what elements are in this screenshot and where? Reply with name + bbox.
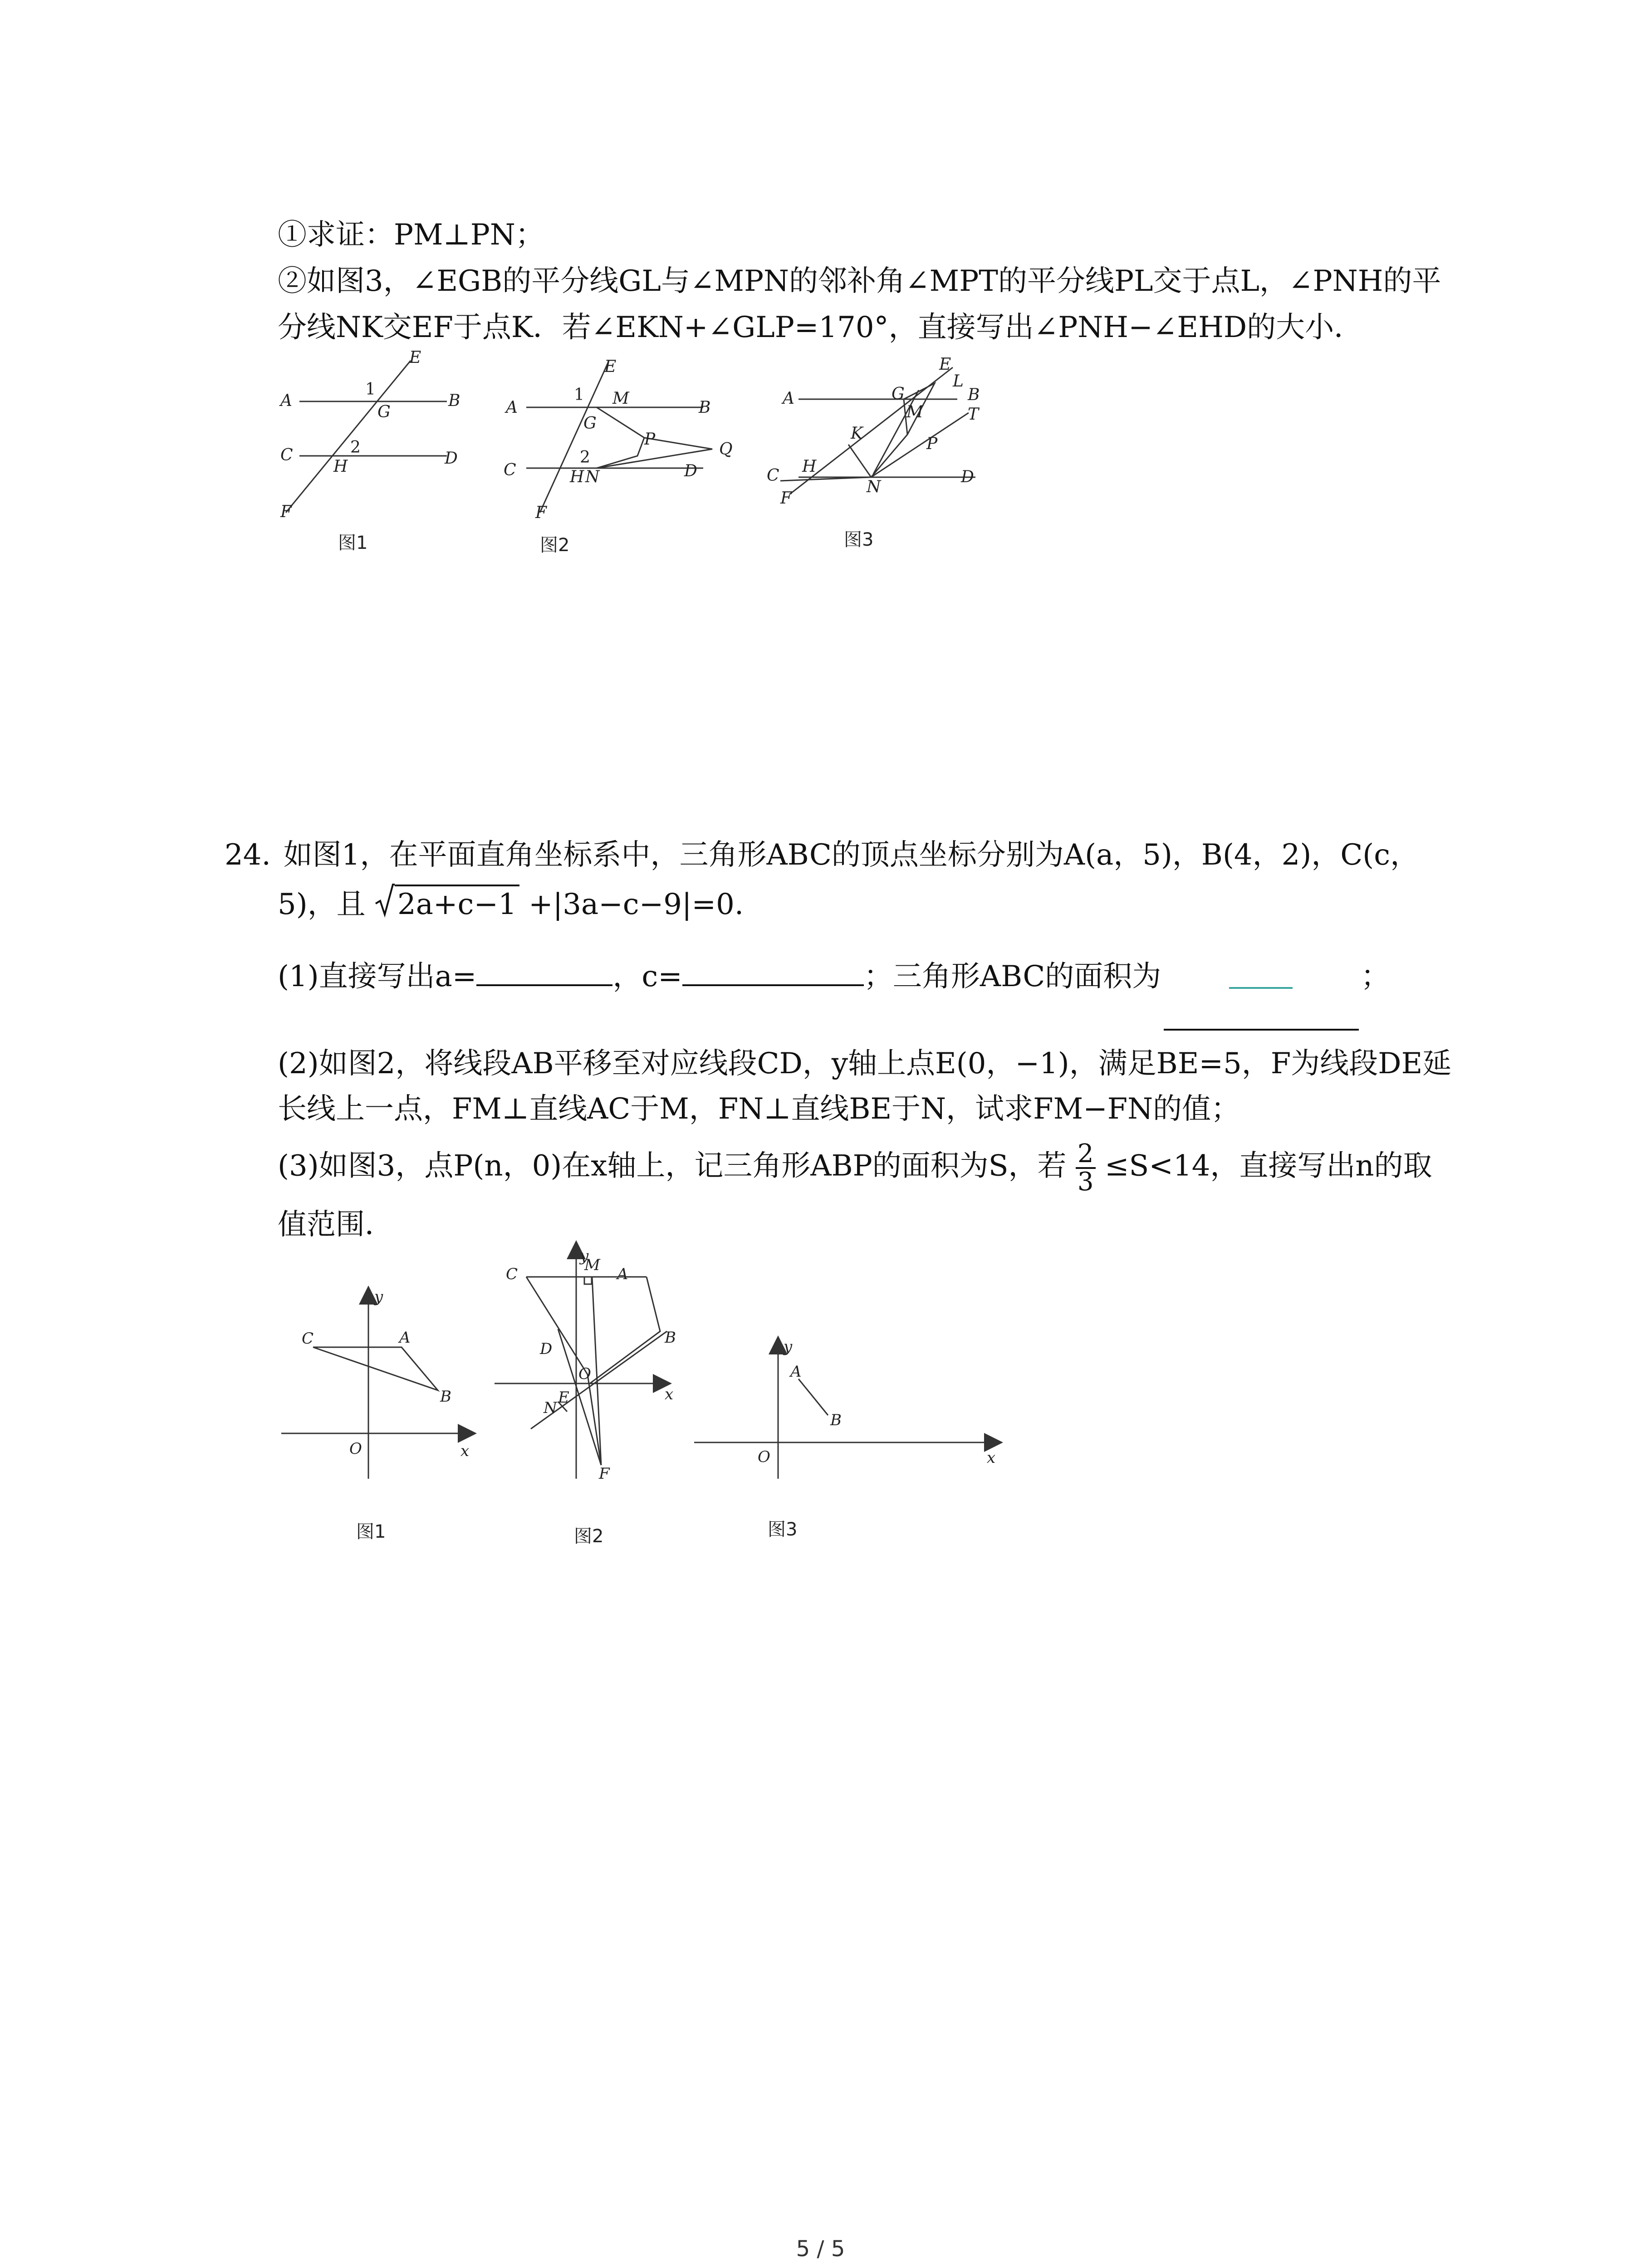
q24-fig2-label-C: C <box>506 1265 518 1283</box>
q24-part2-line2: 长线上一点，FM⊥直线AC于M，FN⊥直线BE于N，试求FM−FN的值； <box>278 1092 1240 1126</box>
fig3-label-T: T <box>968 405 979 424</box>
fig2-label-G: G <box>583 414 597 433</box>
q24-fig3-caption: 图3 <box>768 1519 798 1540</box>
fig2-label-P: P <box>644 430 656 449</box>
q24-part1 <box>278 957 1390 995</box>
fig2-label-F: F <box>535 503 547 522</box>
fig2-angle-1: 1 <box>574 386 584 404</box>
q24-fig1-label-A: A <box>399 1329 411 1347</box>
q24-fig3-label-y: y <box>784 1338 793 1356</box>
q24-figure-2 <box>490 1234 699 1488</box>
q24-part1-a-label: (1)直接写出a= <box>278 960 477 993</box>
fig3-label-M: M <box>906 403 923 421</box>
q24-sqrt-radicand: 2a+c−1 <box>395 885 519 923</box>
fig3-label-C: C <box>767 466 779 485</box>
q23-figure-1 <box>272 349 481 522</box>
fig3-label-H: H <box>802 457 817 476</box>
q24-part1-area-label: ；三角形ABC的面积为 <box>863 960 1161 993</box>
fig1-label-D: D <box>445 449 458 468</box>
q24-fraction <box>1076 1141 1096 1195</box>
fig1-label-F: F <box>280 503 292 521</box>
fig3-label-K: K <box>851 424 863 443</box>
q24-fig2-label-B: B <box>665 1329 676 1347</box>
fig2-angle-2: 2 <box>580 448 590 467</box>
q24-fig2-caption: 图2 <box>574 1526 604 1547</box>
q24-fig3-label-O: O <box>758 1448 770 1466</box>
fig2-label-E: E <box>604 357 617 376</box>
q23-figure-3 <box>762 349 1007 522</box>
fig3-label-P: P <box>926 435 938 453</box>
q24-fig2-label-x: x <box>665 1385 674 1403</box>
q24-fig1-label-B: B <box>440 1388 451 1406</box>
fig3-label-N: N <box>867 478 881 496</box>
fig1-label-H: H <box>333 457 348 476</box>
q24-fig1-label-C: C <box>302 1330 314 1348</box>
q24-fig1-label-y: y <box>374 1288 383 1306</box>
fig2-label-M: M <box>612 389 629 408</box>
q23-part2-line1: ②如图3，∠EGB的平分线GL与∠MPN的邻补角∠MPT的平分线PL交于点L，∠PNH的平 <box>278 264 1441 298</box>
fig2-label-Q: Q <box>719 440 733 459</box>
fraction-denominator: 3 <box>1077 1167 1094 1197</box>
q23-part2-line2: 分线NK交EF于点K．若∠EKN+∠GLP=170°，直接写出∠PNH−∠EHD的大小． <box>278 311 1363 344</box>
q24-line1 <box>225 837 1419 873</box>
answer-blank-a[interactable] <box>476 957 612 986</box>
fig3-label-L: L <box>953 372 964 391</box>
q24-fig3-label-x: x <box>987 1449 996 1467</box>
q24-fig2-label-O: O <box>578 1365 591 1383</box>
fig3-label-G: G <box>892 385 905 403</box>
q24-fig2-label-A: A <box>617 1265 628 1283</box>
answer-blank-area[interactable] <box>1164 1029 1359 1031</box>
q24-fig3-label-A: A <box>790 1363 802 1381</box>
q24-fig2-label-M: M <box>584 1256 600 1274</box>
q23-fig1-caption: 图1 <box>338 533 368 553</box>
q23-part1: ①求证：PM⊥PN； <box>278 218 544 252</box>
fig2-label-H: H <box>570 468 584 486</box>
q24-fig2-label-y: y <box>580 1247 589 1265</box>
q24-part3-pre: (3)如图3，点P(n，0)在x轴上，记三角形ABP的面积为S，若 <box>278 1149 1067 1183</box>
q24-fig2-label-E: E <box>558 1388 569 1407</box>
q24-part2-line1: (2)如图2，将线段AB平移至对应线段CD，y轴上点E(0，−1)，满足BE=5，F为线段DE延 <box>278 1047 1452 1080</box>
fig2-label-B: B <box>699 398 711 417</box>
q24-part3-post: ≤S<14，直接写出n的取 <box>1104 1149 1432 1183</box>
fig1-label-A: A <box>280 391 292 410</box>
q24-number: 24. <box>225 838 271 872</box>
q24-part3-line1 <box>278 1141 1432 1195</box>
q24-fig1-label-O: O <box>349 1440 362 1458</box>
sqrt-sign-icon <box>375 882 395 918</box>
q24-part3-line2: 值范围． <box>278 1208 394 1242</box>
q24-fig2-label-F: F <box>599 1465 610 1483</box>
answer-blank-c[interactable] <box>682 957 864 986</box>
fig2-label-D: D <box>684 462 697 480</box>
fig3-label-D: D <box>961 468 974 486</box>
fraction-numerator: 2 <box>1076 1141 1096 1169</box>
fig1-label-C: C <box>280 446 293 464</box>
q24-figure-3 <box>690 1329 1007 1479</box>
fig1-label-G: G <box>377 403 391 421</box>
fig3-label-E: E <box>939 355 951 374</box>
fig1-label-B: B <box>448 391 460 410</box>
fig1-angle-2: 2 <box>350 438 361 457</box>
q24-sqrt <box>375 885 519 923</box>
q23-fig3-caption: 图3 <box>844 529 874 550</box>
q24-stem-line2-post: +|3a−c−9|=0. <box>529 888 744 921</box>
page-number: 5 / 5 <box>796 2236 845 2262</box>
q24-stem-line1: 如图1，在平面直角坐标系中，三角形ABC的顶点坐标分别为A(a，5)，B(4，2)，C(c， <box>283 838 1420 872</box>
q23-fig2-caption: 图2 <box>540 535 570 556</box>
fig2-label-C: C <box>504 461 516 479</box>
fig3-label-B: B <box>968 386 980 404</box>
q24-line2 <box>278 885 744 923</box>
fig3-label-A: A <box>783 389 794 408</box>
q24-fig1-label-x: x <box>460 1442 470 1460</box>
q24-fig2-label-N: N <box>544 1399 557 1417</box>
fig1-angle-1: 1 <box>365 380 376 399</box>
fig1-label-E: E <box>409 348 421 367</box>
q23-figure-2 <box>499 349 753 522</box>
q24-fig1-caption: 图1 <box>356 1521 386 1542</box>
fig2-label-N: N <box>585 468 600 486</box>
q24-part1-end: ； <box>1361 960 1390 993</box>
fig3-label-F: F <box>780 489 792 508</box>
q24-part1-c-label: ，c= <box>612 960 682 993</box>
q24-stem-line2-pre: 5)，且 <box>278 888 366 921</box>
q24-fig3-label-B: B <box>830 1411 842 1429</box>
fig2-label-A: A <box>506 398 518 417</box>
answer-blank-area-marker[interactable] <box>1229 969 1293 989</box>
q24-fig2-label-D: D <box>540 1340 553 1358</box>
q24-figure-1 <box>272 1279 481 1497</box>
